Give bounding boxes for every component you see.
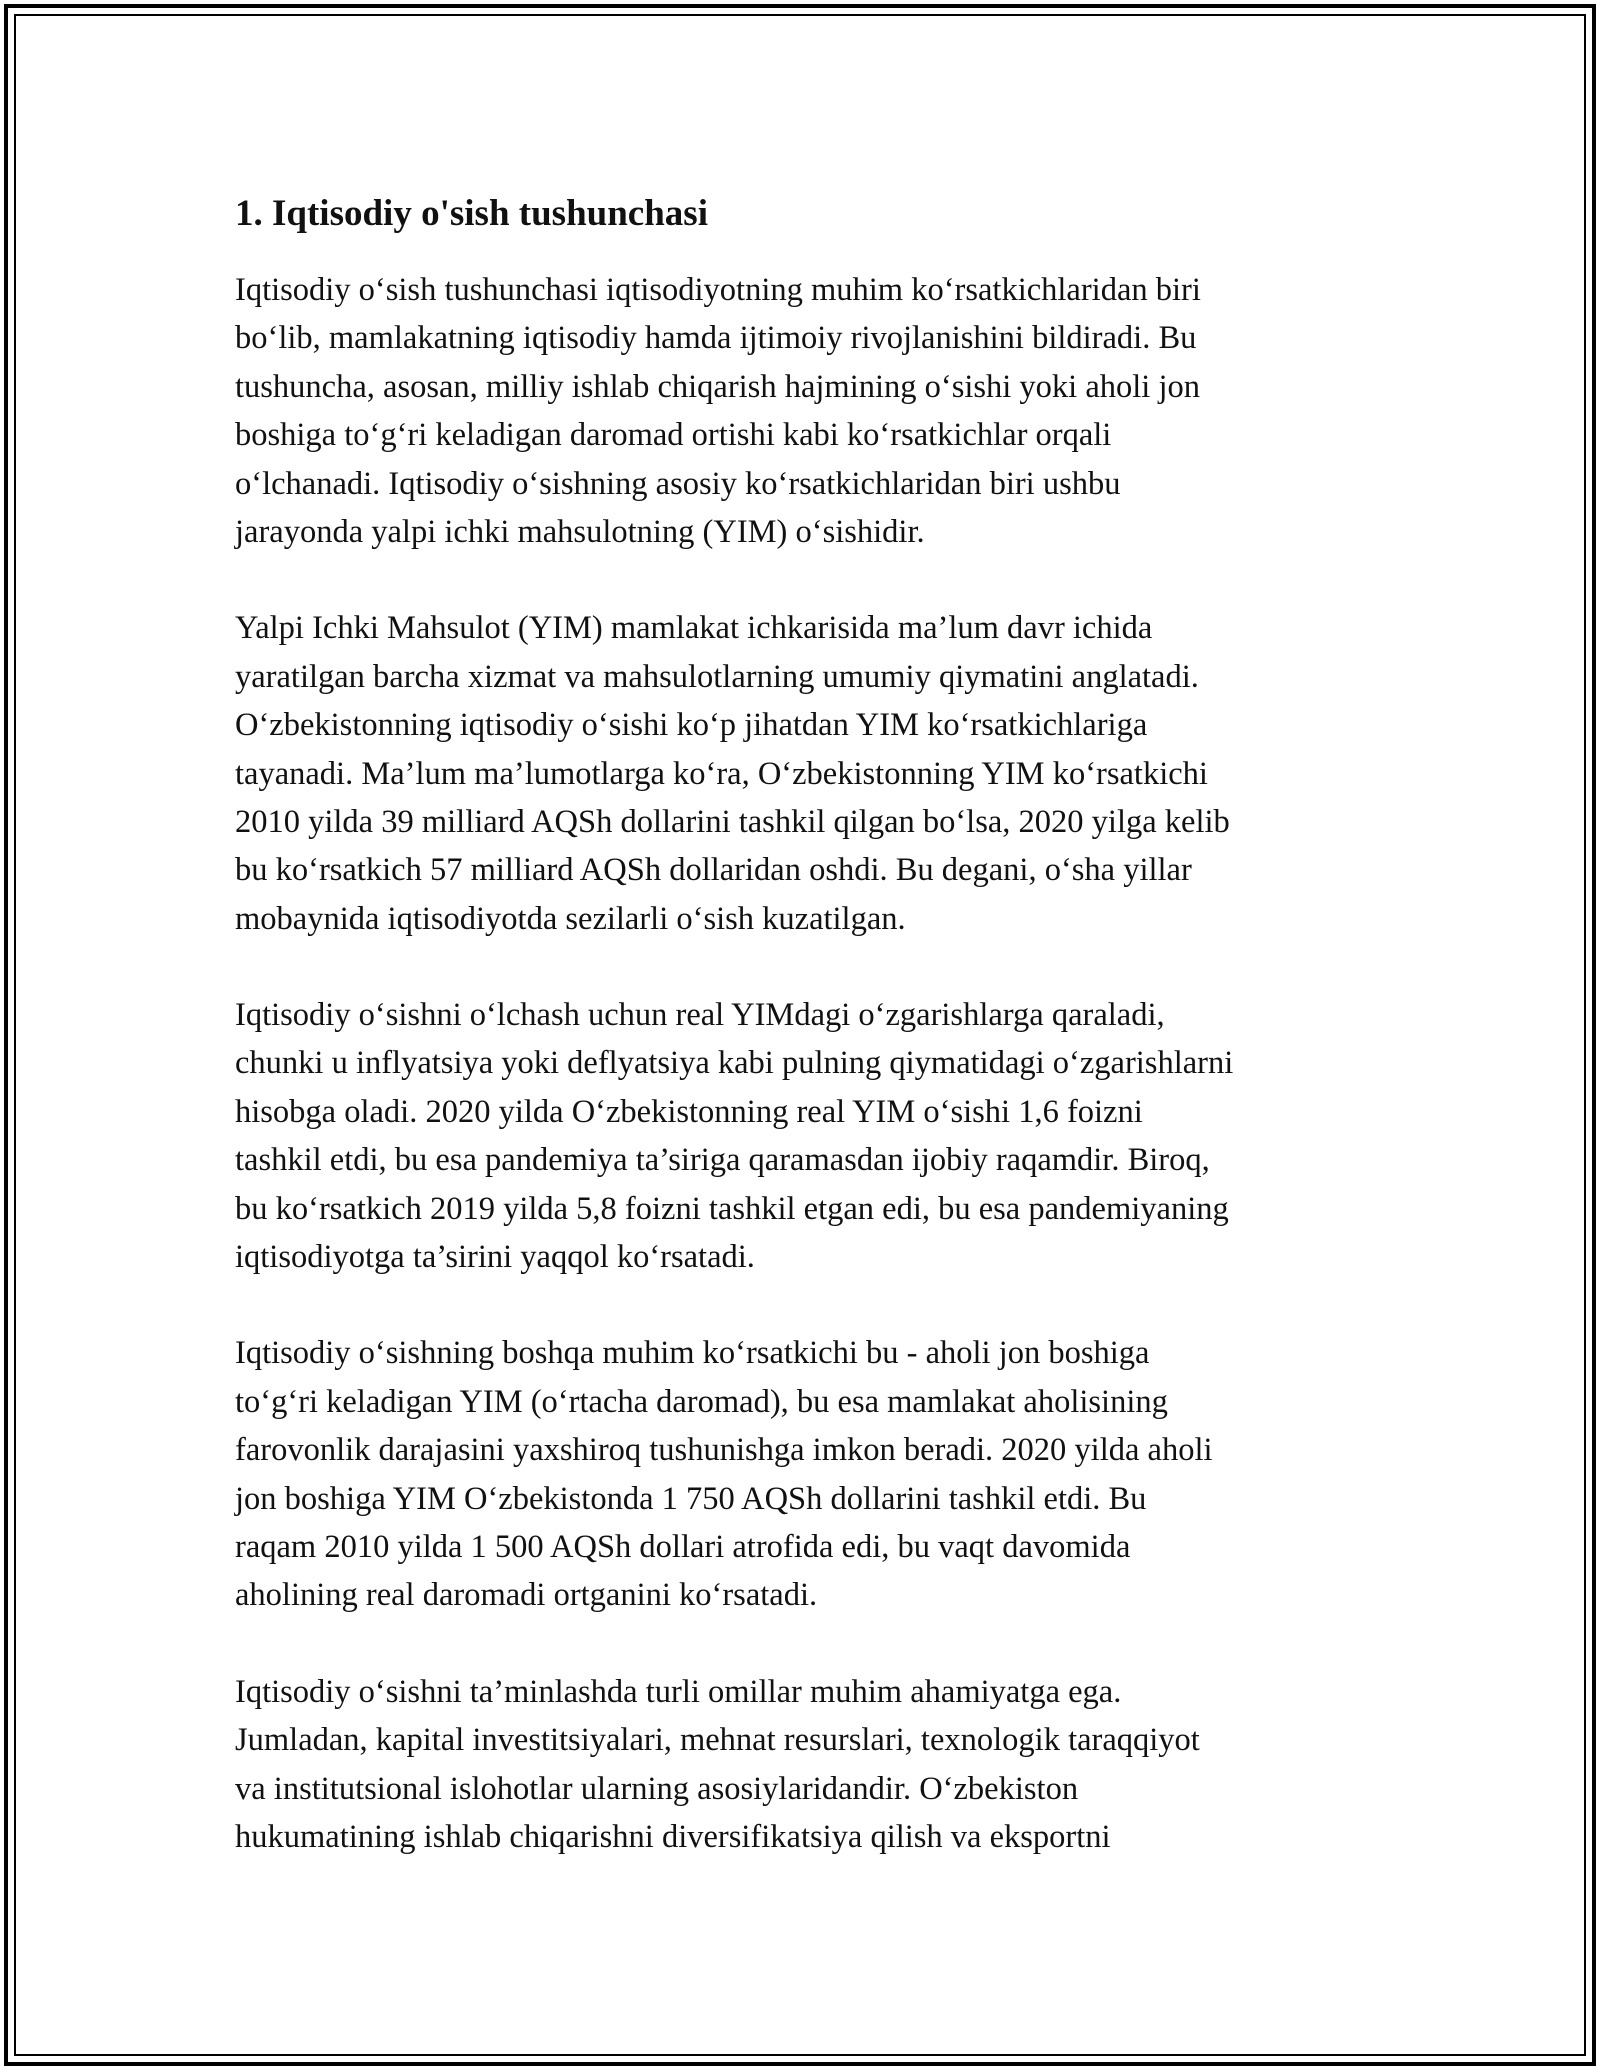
text-line: O‘zbekistonning iqtisodiy o‘sishi ko‘p jihatdan YIM ko‘rsatkichlariga <box>235 707 1148 744</box>
text-line: hisobga oladi. 2020 yilda O‘zbekistonning real YIM o‘sishi 1,6 foizni <box>235 1093 1143 1130</box>
text-line: farovonlik darajasini yaxshiroq tushunishga imkon beradi. 2020 yilda aholi <box>235 1432 1213 1469</box>
text-line: raqam 2010 yilda 1 500 AQSh dollari atrofida edi, bu vaqt davomida <box>235 1528 1131 1565</box>
text-line: Yalpi Ichki Mahsulot (YIM) mamlakat ichkarisida ma’lum davr ichida <box>235 610 1153 647</box>
text-line: jarayonda yalpi ichki mahsulotning (YIM) o‘sishidir. <box>235 513 925 550</box>
text-line: mobaynida iqtisodiyotda sezilarli o‘sish kuzatilgan. <box>235 900 906 937</box>
text-line: Iqtisodiy o‘sishning boshqa muhim ko‘rsatkichi bu - aholi jon boshiga <box>235 1335 1150 1372</box>
text-line: Jumladan, kapital investitsiyalari, mehnat resurslari, texnologik taraqqiyot <box>235 1722 1200 1759</box>
text-line: boshiga to‘g‘ri keladigan daromad ortishi kabi ko‘rsatkichlar orqali <box>235 417 1112 454</box>
text-line: bu ko‘rsatkich 57 milliard AQSh dollaridan oshdi. Bu degani, o‘sha yillar <box>235 852 1192 889</box>
text-line: iqtisodiyotga ta’sirini yaqqol ko‘rsatadi. <box>235 1239 755 1276</box>
text-line: Iqtisodiy o‘sish tushunchasi iqtisodiyotning muhim ko‘rsatkichlaridan biri <box>235 272 1201 308</box>
paragraph-5 <box>235 1668 1385 1862</box>
section-heading: 1. Iqtisodiy o'sish tushunchasi <box>235 193 708 234</box>
paragraph-1 <box>235 266 1385 556</box>
text-line: bu ko‘rsatkich 2019 yilda 5,8 foizni tashkil etgan edi, bu esa pandemiyaning <box>235 1190 1229 1227</box>
paragraph-2 <box>235 604 1385 943</box>
text-line: tushuncha, asosan, milliy ishlab chiqarish hajmining o‘sishi yoki aholi jon <box>235 368 1200 405</box>
document-body <box>235 188 1385 1909</box>
text-line: aholining real daromadi ortganini ko‘rsatadi. <box>235 1577 818 1614</box>
text-line: yaratilgan barcha xizmat va mahsulotlarning umumiy qiymatini anglatadi. <box>235 658 1199 695</box>
text-line: bo‘lib, mamlakatning iqtisodiy hamda ijtimoiy rivojlanishini bildiradi. Bu <box>235 320 1197 357</box>
text-line: Iqtisodiy o‘sishni ta’minlashda turli omillar muhim ahamiyatga ega. <box>235 1673 1122 1710</box>
text-line: tashkil etdi, bu esa pandemiya ta’siriga qaramasdan ijobiy raqamdir. Biroq, <box>235 1142 1210 1179</box>
text-line: to‘g‘ri keladigan YIM (o‘rtacha daromad), bu esa mamlakat aholisining <box>235 1383 1168 1420</box>
text-line: hukumatining ishlab chiqarishni diversifikatsiya qilish va eksportni <box>235 1818 1111 1855</box>
text-line: jon boshiga YIM O‘zbekistonda 1 750 AQSh dollarini tashkil etdi. Bu <box>235 1480 1147 1517</box>
text-line: Iqtisodiy o‘sishni o‘lchash uchun real YIMdagi o‘zgarishlarga qaraladi, <box>235 997 1165 1034</box>
text-line: o‘lchanadi. Iqtisodiy o‘sishning asosiy ko‘rsatkichlaridan biri ushbu <box>235 465 1121 502</box>
text-line: va institutsional islohotlar ularning asosiylaridandir. O‘zbekiston <box>235 1770 1079 1807</box>
text-line: chunki u inflyatsiya yoki deflyatsiya kabi pulning qiymatidagi o‘zgarishlarni <box>235 1045 1234 1082</box>
text-line: 2010 yilda 39 milliard AQSh dollarini tashkil qilgan bo‘lsa, 2020 yilga kelib <box>235 803 1230 840</box>
text-line: tayanadi. Ma’lum ma’lumotlarga ko‘ra, O‘zbekistonning YIM ko‘rsatkichi <box>235 755 1208 792</box>
paragraph-3 <box>235 991 1385 1281</box>
paragraph-4 <box>235 1329 1385 1619</box>
